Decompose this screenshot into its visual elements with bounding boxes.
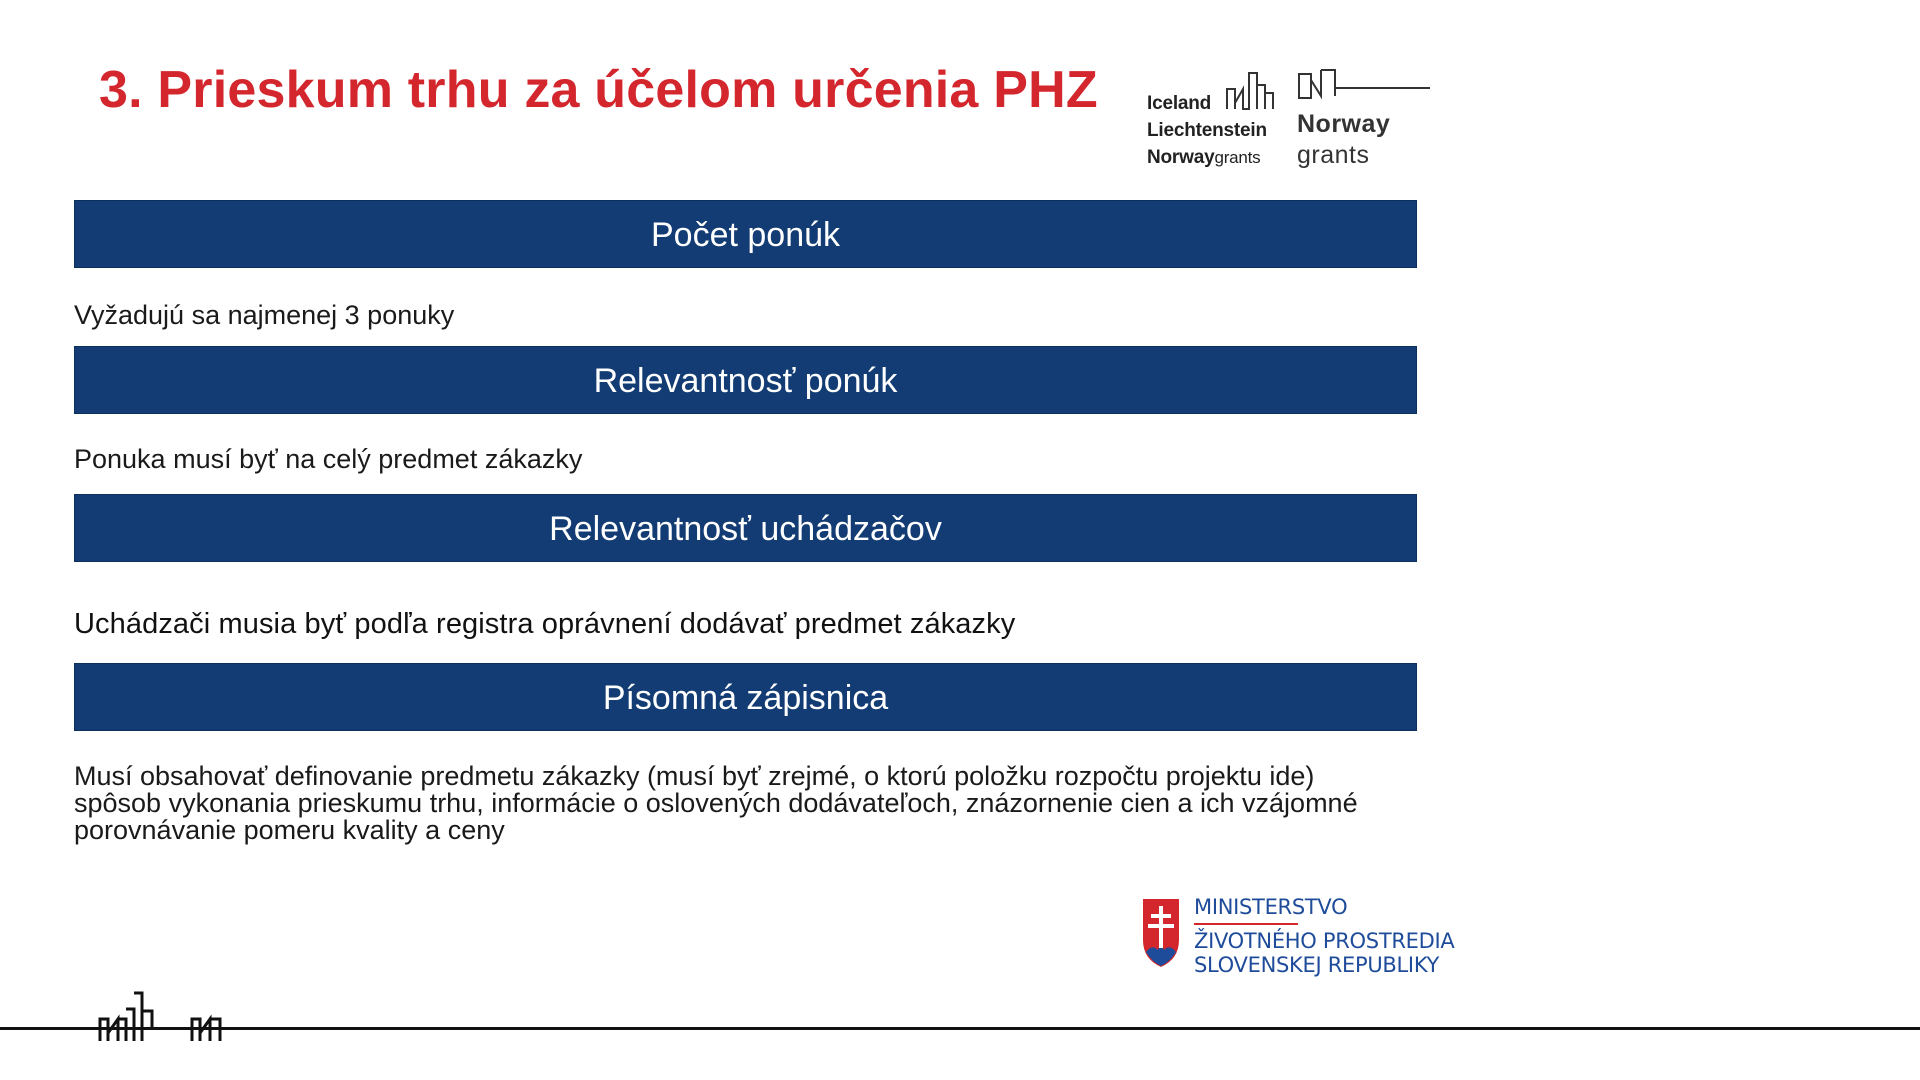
section-heading-pisomna-zapisnica: Písomná zápisnica [74,663,1417,731]
section-heading-relevantnost-uchadzacov: Relevantnosť uchádzačov [74,494,1417,562]
logo-line-iceland: Iceland [1147,93,1212,114]
logo-grants-text: grants [1297,141,1370,169]
footer-skyline-icon [96,989,236,1045]
logo-line-norway-grants [1147,147,1261,169]
logo-grants-word: grants [1214,148,1261,167]
footer-divider [0,1027,1920,1030]
ministry-line-2: ŽIVOTNÉHO PROSTREDIA [1194,929,1455,953]
ministry-divider [1194,923,1298,925]
ministry-logo [1140,893,1455,983]
paragraph-line: spôsob vykonania prieskumu trhu, informácie o oslovených dodávateľoch, znázornenie cien a ich vzájomné [74,788,1358,818]
paragraph-line: Musí obsahovať definovanie predmetu zákazky (musí byť zrejmé, o ktorú položku rozpočtu projektu ide) [74,761,1315,791]
logo-line-liechtenstein: Liechtenstein [1147,120,1267,141]
page-title: 3. Prieskum trhu za účelom určenia PHZ [99,61,1098,119]
iceland-liechtenstein-norway-grants-logo [1147,63,1277,173]
section-heading-relevantnost-ponuk: Relevantnosť ponúk [74,346,1417,414]
section-text-relevantnost-ponuk: Ponuka musí byť na celý predmet zákazky [74,444,583,474]
norway-skyline-icon [1297,60,1432,100]
logo-norway-text: Norway [1297,110,1391,138]
paragraph-line: porovnávanie pomeru kvality a ceny [74,815,505,845]
section-heading-pocet-ponuk: Počet ponúk [74,200,1417,268]
logo-norway-word: Norway [1147,147,1215,168]
ministry-line-3: SLOVENSKEJ REPUBLIKY [1194,953,1440,977]
norway-grants-logo [1297,60,1432,175]
section-text-pocet-ponuk: Vyžadujú sa najmenej 3 ponuky [74,300,455,330]
section-text-relevantnost-uchadzacov: Uchádzači musia byť podľa registra oprávnení dodávať predmet zákazky [74,608,1016,640]
section-text-pisomna-zapisnica [74,763,1434,844]
ministry-line-1: MINISTERSTVO [1194,895,1348,919]
slovak-coat-of-arms-icon [1140,896,1182,970]
skyline-icon [1225,63,1275,113]
